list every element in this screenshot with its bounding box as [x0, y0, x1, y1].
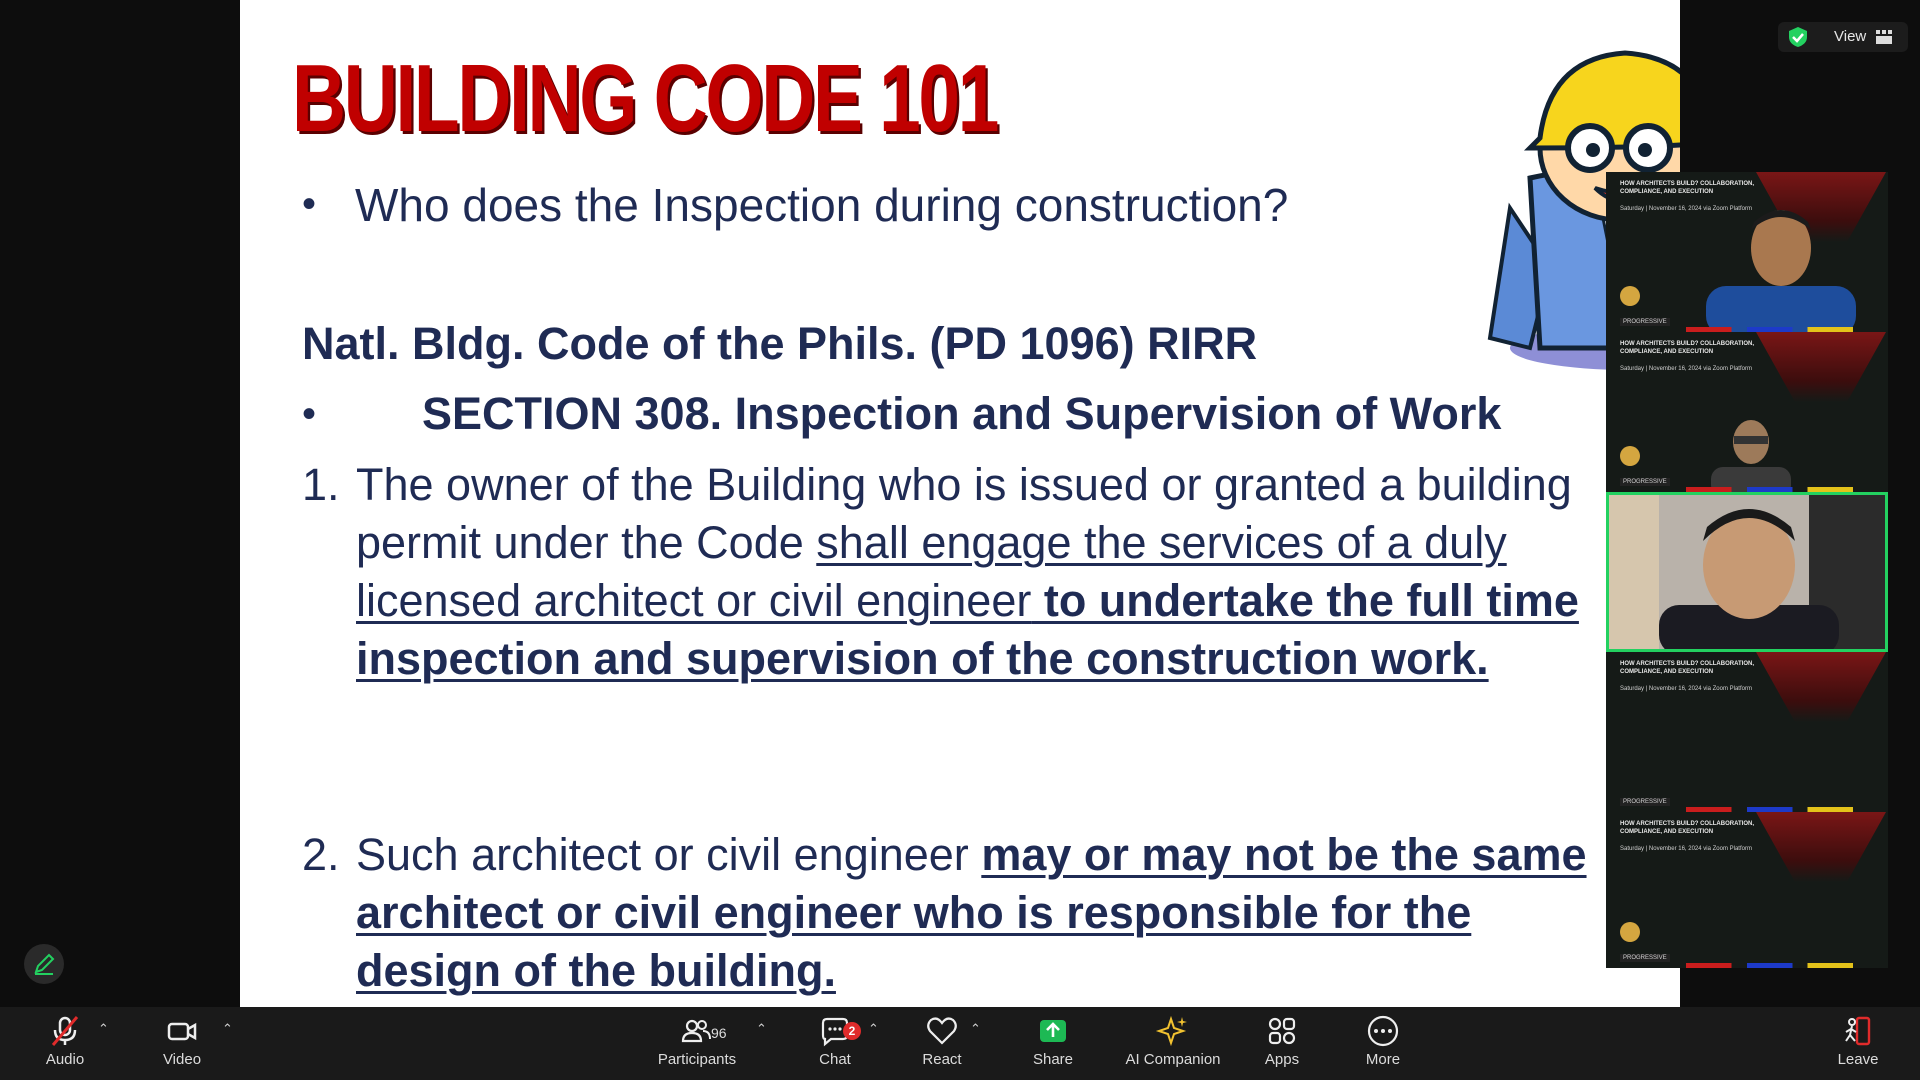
video-options-caret[interactable]: ⌃ [222, 1021, 233, 1036]
participants-icon [679, 1013, 715, 1049]
pencil-annotate-icon [24, 944, 64, 984]
react-options-caret[interactable]: ⌃ [970, 1021, 981, 1036]
view-controls [1778, 22, 1908, 52]
share-label: Share [1032, 1051, 1074, 1068]
chat-options-caret[interactable]: ⌃ [868, 1021, 879, 1036]
tile-headline: HOW ARCHITECTS BUILD? COLLABORATION, COMPLIANCE, AND EXECUTION [1620, 661, 1754, 675]
more-button[interactable] [1333, 1013, 1433, 1077]
video-tile[interactable] [1606, 652, 1888, 812]
color-stripes [1686, 963, 1876, 968]
leave-label: Leave [1837, 1051, 1879, 1068]
leave-button[interactable] [1808, 1013, 1908, 1077]
provision-item-2 [302, 826, 1612, 1000]
video-label: Video [162, 1051, 202, 1068]
item-plain-text: Such architect or civil engineer [356, 829, 982, 880]
tile-tag: PROGRESSIVE [1620, 318, 1670, 326]
tile-tag: PROGRESSIVE [1620, 798, 1670, 806]
org-logo [1620, 446, 1640, 466]
ai-companion-button[interactable] [1112, 1013, 1234, 1077]
participant-avatar [1696, 412, 1796, 492]
apps-button[interactable] [1232, 1013, 1332, 1077]
item-number: 1. [302, 459, 340, 510]
tile-tag: PROGRESSIVE [1620, 954, 1670, 962]
heart-react-icon [924, 1013, 960, 1049]
participant-avatar [1686, 196, 1866, 332]
tile-headline: HOW ARCHITECTS BUILD? COLLABORATION, COMPLIANCE, AND EXECUTION [1620, 821, 1754, 835]
item-number: 2. [302, 829, 340, 880]
leave-door-icon [1840, 1013, 1876, 1049]
ai-companion-label: AI Companion [1125, 1051, 1221, 1068]
meeting-toolbar [0, 1007, 1920, 1080]
participant-video-strip [1606, 172, 1888, 968]
question-bullet: • [302, 182, 317, 226]
more-label: More [1365, 1051, 1401, 1068]
active-speaker-tile[interactable] [1606, 492, 1888, 652]
view-menu-label[interactable]: View [1834, 28, 1867, 45]
video-tile[interactable] [1606, 172, 1888, 332]
sparkle-ai-icon [1155, 1013, 1191, 1049]
slide-title: BUILDING CODE 101 [292, 45, 997, 152]
chat-label: Chat [819, 1051, 851, 1068]
code-heading: Natl. Bldg. Code of the Phils. (PD 1096) RIRR [302, 318, 1258, 369]
tile-subline: Saturday | November 16, 2024 via Zoom Platform [1620, 206, 1752, 212]
shield-check-icon[interactable] [1786, 25, 1810, 49]
annotate-button[interactable] [24, 944, 64, 984]
participants-label: Participants [657, 1051, 737, 1068]
org-logo [1620, 286, 1640, 306]
item-body [356, 456, 1612, 688]
participants-options-caret[interactable]: ⌃ [756, 1021, 767, 1036]
video-tile[interactable] [1606, 812, 1888, 968]
share-arrow-icon [1035, 1013, 1071, 1049]
grid-view-icon[interactable] [1876, 30, 1892, 44]
item-bold-underlined-text: to undertake the full time inspection and supervision of the construction work. [356, 575, 1579, 684]
tile-headline: HOW ARCHITECTS BUILD? COLLABORATION, COMPLIANCE, AND EXECUTION [1620, 181, 1754, 195]
tile-subline: Saturday | November 16, 2024 via Zoom Platform [1620, 846, 1752, 852]
audio-label: Audio [45, 1051, 85, 1068]
item-plain-text: The owner of the Building who is issued or granted a building permit under the Code [356, 459, 1572, 568]
participants-button[interactable] [647, 1013, 747, 1077]
video-button[interactable] [132, 1013, 232, 1077]
video-camera-icon [164, 1013, 200, 1049]
apps-label: Apps [1264, 1051, 1300, 1068]
more-dots-icon [1365, 1013, 1401, 1049]
participant-avatar [1609, 495, 1888, 652]
react-label: React [922, 1051, 962, 1068]
question-text: Who does the Inspection during construction? [355, 179, 1289, 231]
audio-options-caret[interactable]: ⌃ [98, 1021, 109, 1036]
org-logo [1620, 922, 1640, 942]
muted-mic-icon [47, 1013, 83, 1049]
item-body [356, 826, 1612, 1000]
tile-subline: Saturday | November 16, 2024 via Zoom Platform [1620, 686, 1752, 692]
presentation-slide [240, 0, 1680, 1007]
participants-count: 96 [711, 1025, 727, 1041]
tile-subline: Saturday | November 16, 2024 via Zoom Platform [1620, 366, 1752, 372]
apps-icon [1264, 1013, 1300, 1049]
tile-headline: HOW ARCHITECTS BUILD? COLLABORATION, COMPLIANCE, AND EXECUTION [1620, 341, 1754, 355]
provision-item-1 [302, 456, 1612, 688]
video-tile[interactable] [1606, 332, 1888, 492]
section-heading: SECTION 308. Inspection and Supervision of Work [422, 388, 1502, 439]
item-bold-underlined-text: may or may not be the same architect or civil engineer who is responsible for the design of the building. [356, 829, 1587, 996]
chat-unread-badge: 2 [843, 1022, 861, 1040]
share-button[interactable] [1003, 1013, 1103, 1077]
tile-tag: PROGRESSIVE [1620, 478, 1670, 486]
section-bullet: • [302, 392, 317, 436]
item-underlined-text: shall engage the services of a duly licensed architect or civil engineer [356, 517, 1507, 626]
